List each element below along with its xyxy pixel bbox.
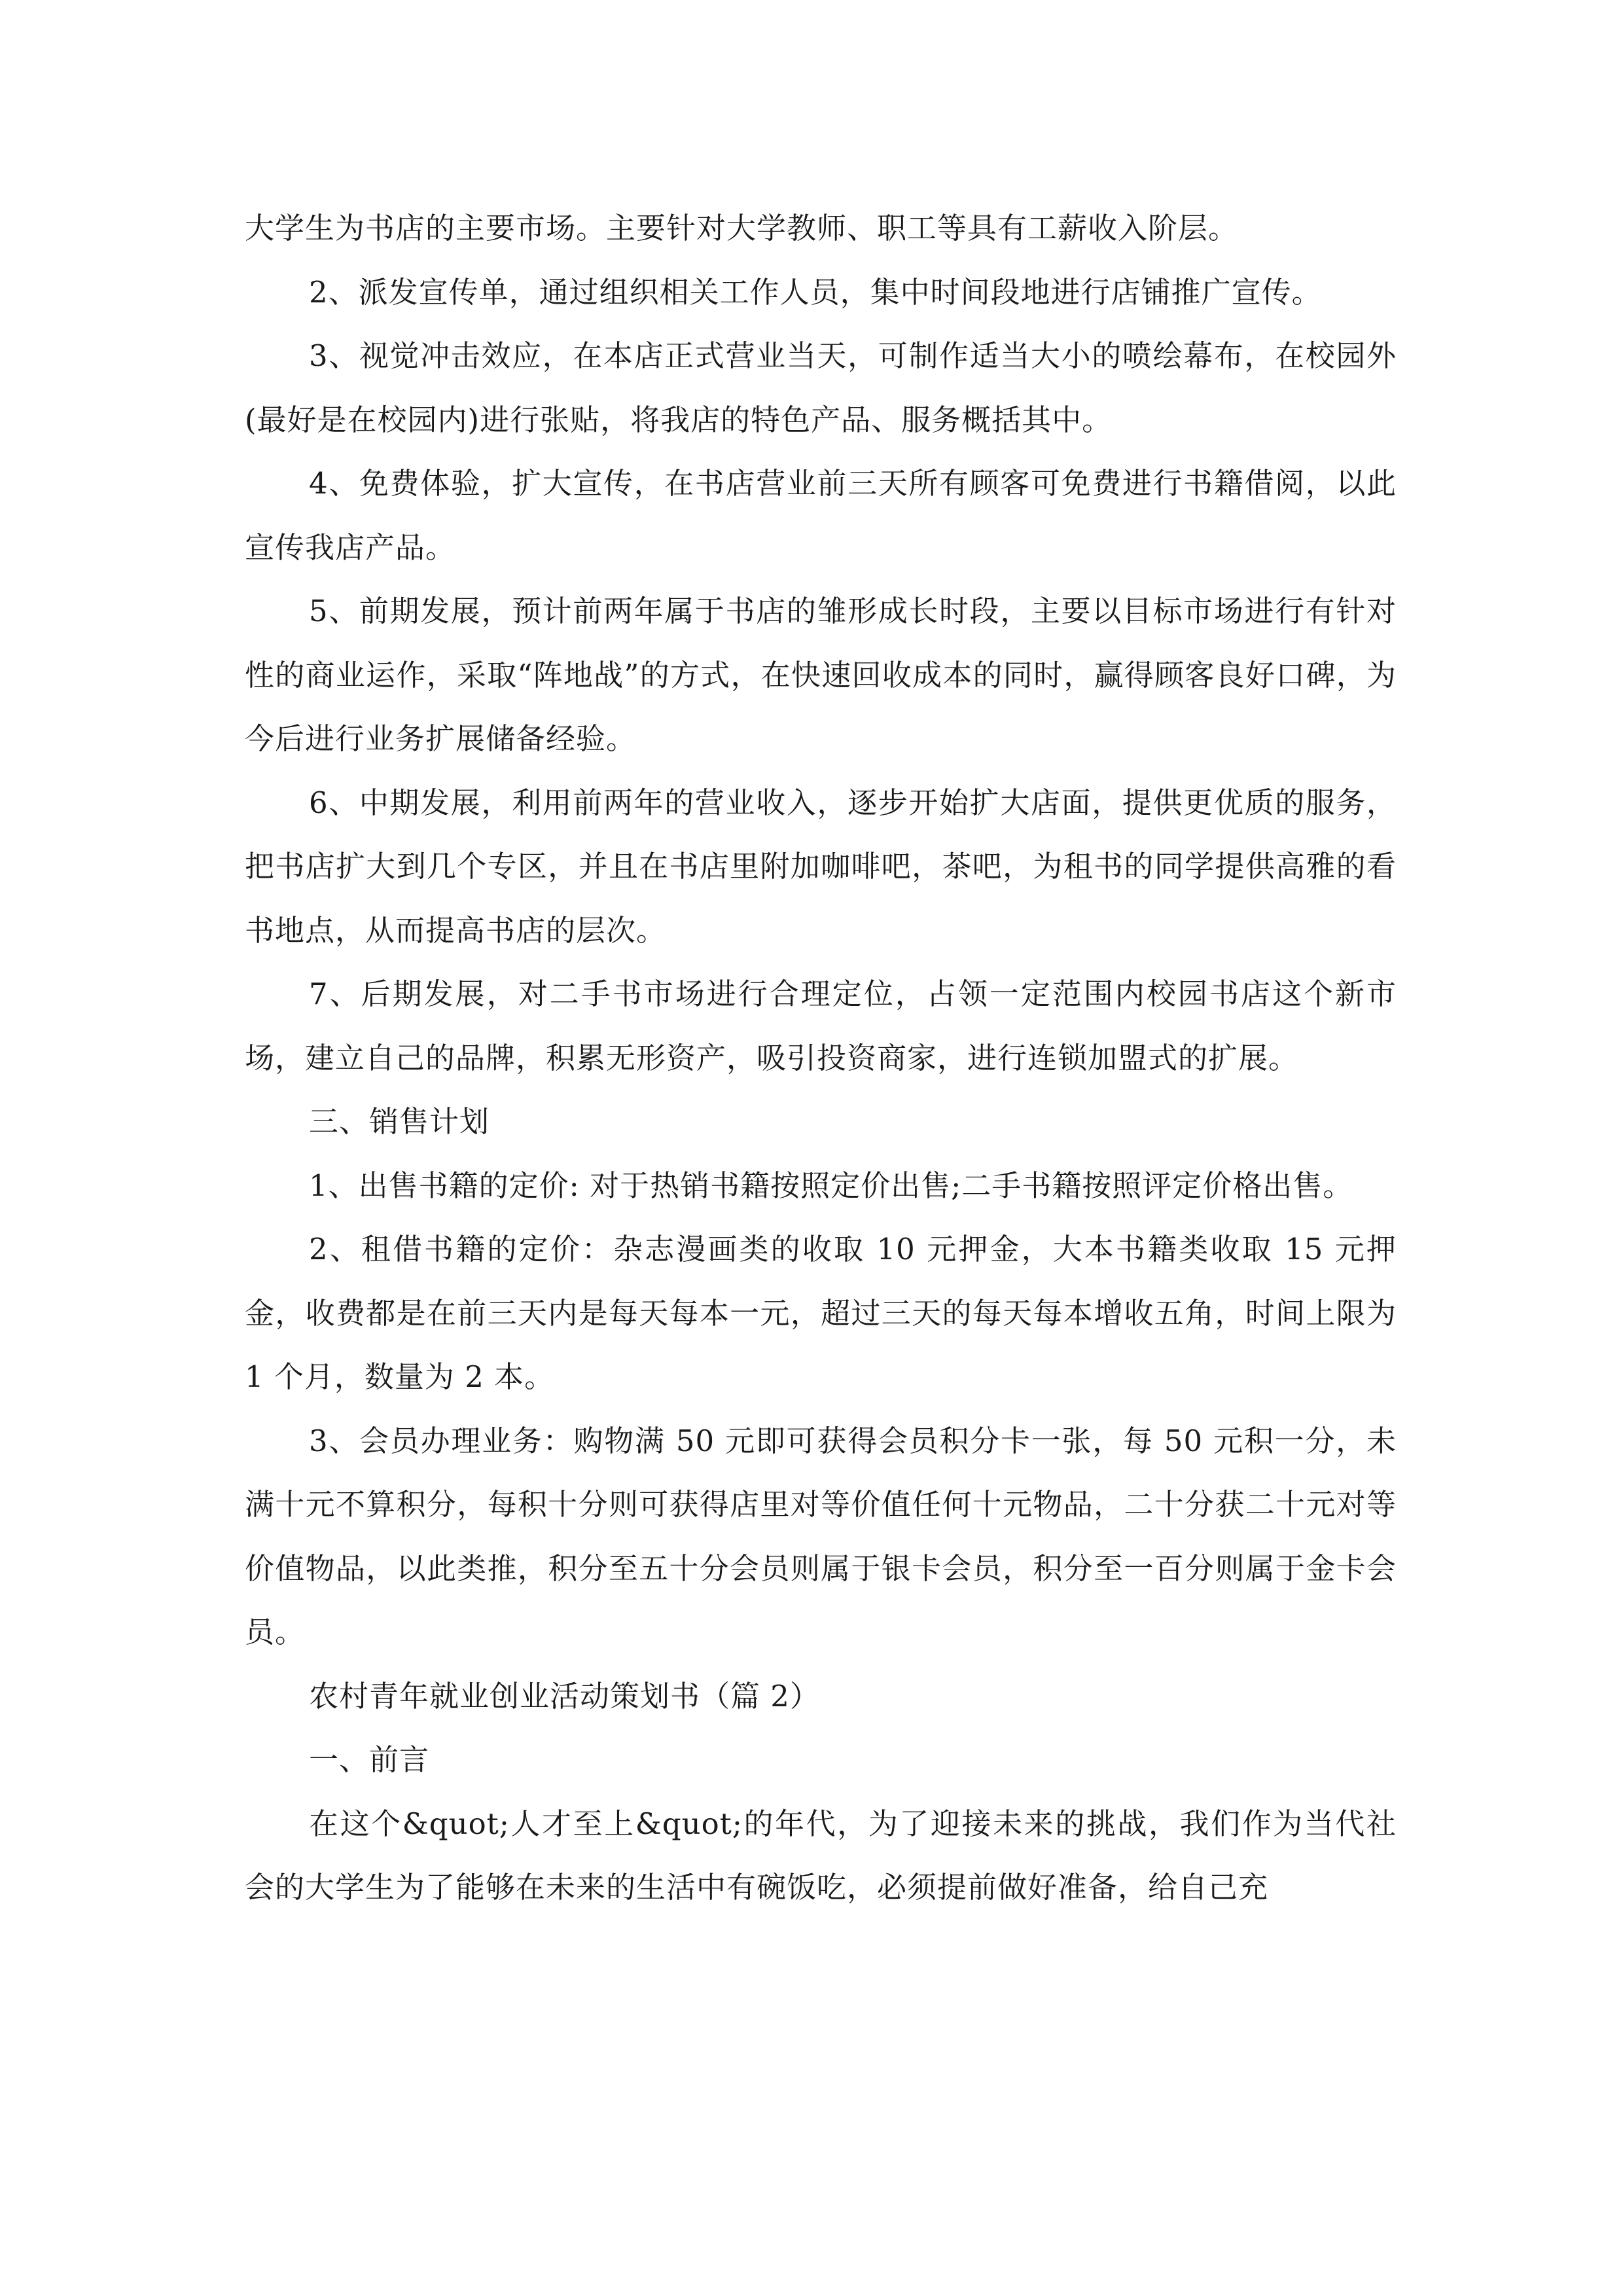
paragraph-item-2: 2、派发宣传单，通过组织相关工作人员，集中时间段地进行店铺推广宣传。 <box>309 274 1322 310</box>
paragraph-item-5: 5、前期发展，预计前两年属于书店的雏形成长时段，主要以目标市场进行有针对性的商业运作，采取“阵地战”的方式，在快速回收成本的同时，赢得顾客良好口碑，为今后进行业务扩展储备经验。 <box>245 594 1397 756</box>
paragraph-sales-1: 1、出售书籍的定价: 对于热销书籍按照定价出售;二手书籍按照评定价格出售。 <box>309 1168 1353 1203</box>
section-heading-sales-plan: 三、销售计划 <box>309 1104 490 1139</box>
paragraph-item-4: 4、免费体验，扩大宣传，在书店营业前三天所有顾客可免费进行书籍借阅，以此宣传我店产品。 <box>245 466 1397 565</box>
paragraph-sales-2: 2、租借书籍的定价：杂志漫画类的收取 10 元押金，大本书籍类收取 15 元押金，收费都是在前三天内是每天每本一元，超过三天的每天每本增收五角，时间上限为 1 个月，数量为 2 本。 <box>245 1232 1397 1394</box>
section-heading-preface: 一、前言 <box>309 1742 430 1777</box>
paragraph-preface: 在这个&quot;人才至上&quot;的年代，为了迎接未来的挑战，我们作为当代社会的大学生为了能够在未来的生活中有碗饭吃，必须提前做好准备，给自己充 <box>245 1806 1397 1905</box>
paragraph-item-6: 6、中期发展，利用前两年的营业收入，逐步开始扩大店面，提供更优质的服务，把书店扩大到几个专区，并且在书店里附加咖啡吧，茶吧，为租书的同学提供高雅的看书地点，从而提高书店的层次。 <box>245 785 1397 948</box>
paragraph-item-3: 3、视觉冲击效应，在本店正式营业当天，可制作适当大小的喷绘幕布，在校园外(最好是在校园内)进行张贴，将我店的特色产品、服务概括其中。 <box>245 338 1397 437</box>
document-subtitle: 农村青年就业创业活动策划书（篇 2） <box>309 1678 820 1713</box>
paragraph-sales-3: 3、会员办理业务：购物满 50 元即可获得会员积分卡一张，每 50 元积一分，未满十元不算积分，每积十分则可获得店里对等价值任何十元物品，二十分获二十元对等价值物品，以此类推，积分至五十分会员则属于银卡会员，积分至一百分则属于金卡会员。 <box>245 1423 1397 1649</box>
paragraph-item-7: 7、后期发展，对二手书市场进行合理定位，占领一定范围内校园书店这个新市场，建立自己的品牌，积累无形资产，吸引投资商家，进行连锁加盟式的扩展。 <box>245 977 1397 1075</box>
paragraph-continuation: 大学生为书店的主要市场。主要针对大学教师、职工等具有工薪收入阶层。 <box>245 211 1239 245</box>
document-body <box>245 196 1397 1920</box>
